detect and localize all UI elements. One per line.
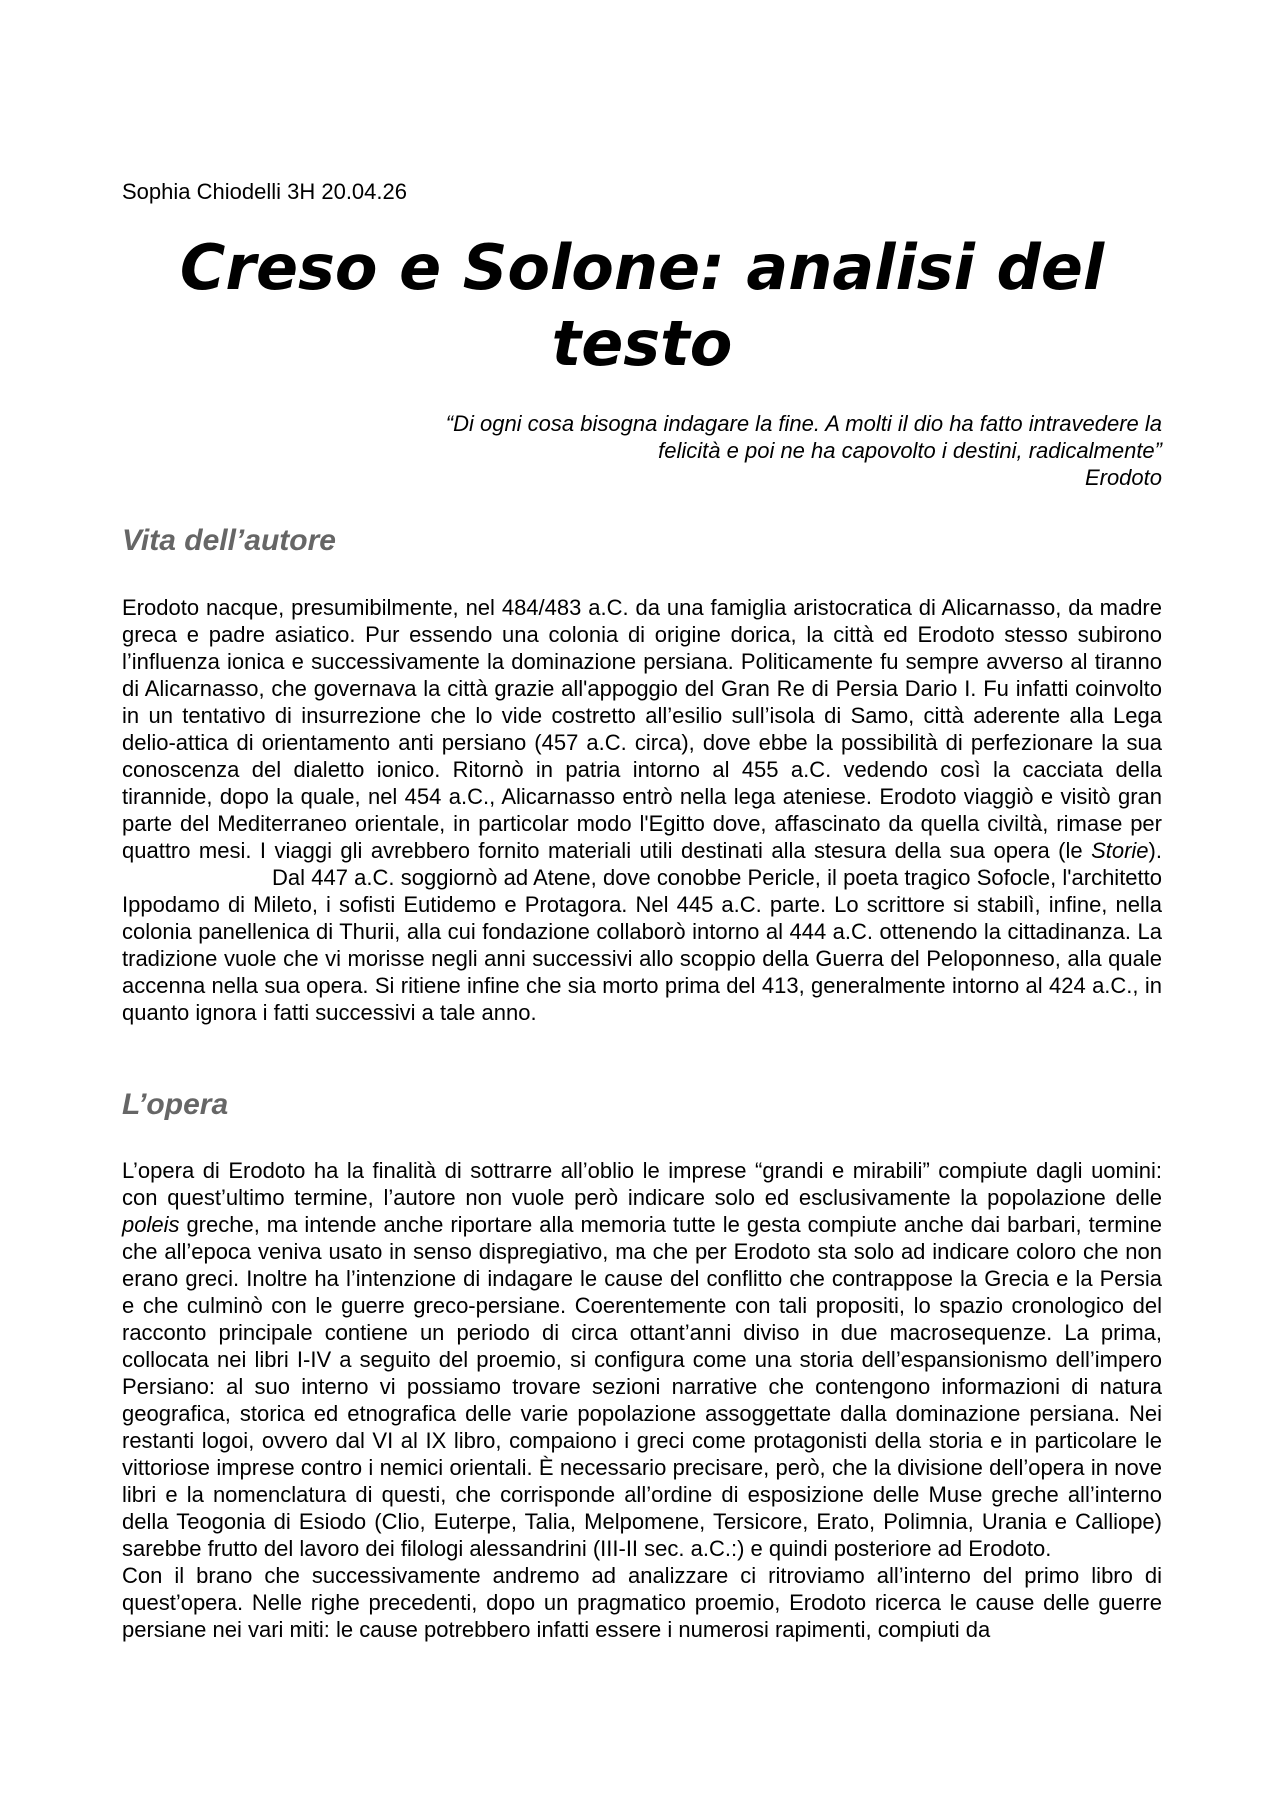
section-life-body	[122, 594, 1162, 1026]
section-heading-life: Vita dell’autore	[122, 524, 336, 557]
life-paragraph	[122, 594, 1162, 1026]
section-heading-work: L’opera	[122, 1088, 229, 1121]
work-text-rest: greche, ma intende anche riportare alla memoria tutte le gesta compiute anche dai barbari, termine che all’epoca veniva usato in senso dispregiativo, ma che per Erodoto sta solo ad indicare coloro che non erano greci. Inoltre ha l’intenzione di indagare le cause del conflitto che contrappose la Grecia e la Persia e che culminò con le guerre greco-persiane. Coerentemente con tali propositi, lo spazio cronologico del racconto principale contiene un periodo di circa ottant’anni diviso in due macrosequenze. La prima, collocata nei libri I-IV a seguito del proemio, si configura come una storia dell’espansionismo dell’impero Persiano: al suo interno vi possiamo trovare sezioni narrative che contengono informazioni di natura geografica, storica ed etnografica delle varie popolazione assoggettate dalla dominazione persiana. Nei restanti logoi, ovvero dal VI al IX libro, compaiono i greci come protagonisti della storia e in particolare le vittoriose imprese contro i nemici orientali. È necessario precisare, però, che la divisione dell’opera in nove libri e la nomenclatura di questi, che corrisponde all’ordine di esposizione delle Muse greche all’interno della Teogonia di Esiodo (Clio, Euterpe, Talia, Melpomene, Tersicore, Erato, Polimnia, Urania e Calliope) sarebbe frutto del lavoro dei filologi alessandrini (III-II sec. a.C.:) e quindi posteriore ad Erodoto.	[122, 1212, 1162, 1561]
life-text-close: ).	[1148, 838, 1162, 863]
title-line-2: testo	[551, 307, 733, 380]
epigraph-line-1: “Di ogni cosa bisogna indagare la fine. A molti il dio ha fatto intravedere la	[445, 411, 1162, 436]
life-text-start: Erodoto nacque, presumibilmente, nel 484/483 a.C. da una famiglia aristocratica di Alicarnasso, da madre greca e padre asiatico. Pur essendo una colonia di origine dorica, la città ed Erodoto stesso subirono l’influenza ionica e successivamente la dominazione persiana. Politicamente fu sempre avverso al tiranno di Alicarnasso, che governava la città grazie all'appoggio del Gran Re di Persia Dario I. Fu infatti coinvolto in un tentativo di insurrezione che lo vide costretto all’esilio sull’isola di Samo, città aderente alla Lega delio-attica di orientamento anti persiano (457 a.C. circa), dove ebbe la possibilità di perfezionare la sua conoscenza del dialetto ionico. Ritornò in patria intorno al 455 a.C. vedendo così la cacciata della tirannide, dopo la quale, nel 454 a.C., Alicarnasso entrò nella lega ateniese. Erodoto viaggiò e visitò gran parte del Mediterraneo orientale, in particolar modo l'Egitto dove, affascinato da quella civiltà, rimase per quattro mesi. I viaggi gli avrebbero fornito materiali utili destinati alla stesura della sua opera (le	[122, 595, 1162, 863]
epigraph-attribution: Erodoto	[1084, 465, 1162, 490]
work-paragraph-1	[122, 1157, 1162, 1562]
section-work-body	[122, 1157, 1162, 1643]
work-italic-poleis: poleis	[122, 1212, 180, 1237]
epigraph	[262, 410, 1162, 491]
title-line-1: Creso e Solone: analisi del	[179, 231, 1105, 304]
author-line: Sophia Chiodelli 3H 20.04.26	[122, 179, 407, 204]
life-text-continuation: Dal 447 a.C. soggiornò ad Atene, dove conobbe Pericle, il poeta tragico Sofocle, l'architetto Ippodamo di Mileto, i sofisti Eutidemo e Protagora. Nel 445 a.C. parte. Lo scrittore si stabilì, infine, nella colonia panellenica di Thurii, alla cui fondazione collaborò intorno al 444 a.C. ottenendo la cittadinanza. La tradizione vuole che vi morisse negli anni successivi allo scoppio della Guerra del Peloponneso, alla quale accenna nella sua opera. Si ritiene infine che sia morto prima del 413, generalmente intorno al 424 a.C., in quanto ignora i fatti successivi a tale anno.	[122, 865, 1162, 1025]
life-italic-storie: Storie	[1091, 838, 1149, 863]
epigraph-line-2: felicità e poi ne ha capovolto i destini, radicalmente”	[658, 438, 1162, 463]
page-title	[122, 230, 1162, 382]
work-text-start: L’opera di Erodoto ha la finalità di sottrarre all’oblio le imprese “grandi e mirabili” compiute dagli uomini: con quest’ultimo termine, l’autore non vuole però indicare solo ed esclusivamente la popolazione delle	[122, 1158, 1162, 1210]
work-paragraph-2: Con il brano che successivamente andremo ad analizzare ci ritroviamo all’interno del primo libro di quest’opera. Nelle righe precedenti, dopo un pragmatico proemio, Erodoto ricerca le cause delle guerre persiane nei vari miti: le cause potrebbero infatti essere i numerosi rapimenti, compiuti da	[122, 1563, 1162, 1642]
